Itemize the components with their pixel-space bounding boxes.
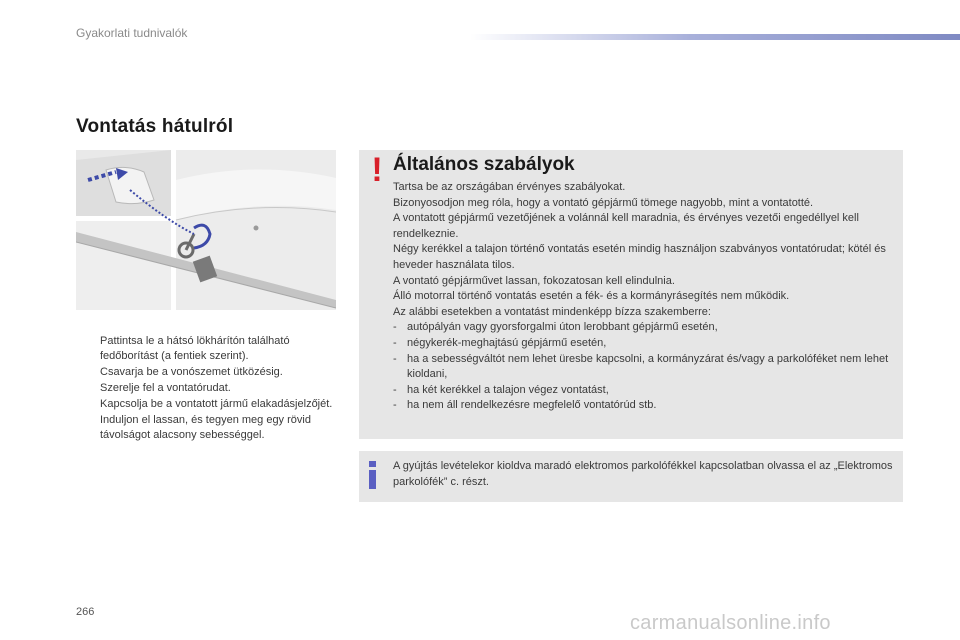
watermark-text: carmanualsonline.info: [630, 612, 831, 634]
step-item: Kapcsolja be a vontatott jármű elakadásjelzőjét.: [100, 398, 333, 410]
warning-paragraph: Az alábbi esetekben a vontatást mindenképp bízza szakemberre:: [393, 305, 711, 318]
towing-steps-list: [76, 334, 344, 444]
warning-body: [393, 180, 893, 414]
info-icon: [365, 459, 381, 491]
step-item: Csavarja be a vonószemet ütközésig.: [100, 366, 283, 378]
step-item: Pattintsa le a hátsó lökhárítón található fedőborítást (a fentiek szerint).: [100, 335, 290, 362]
warning-paragraph: Bizonyosodjon meg róla, hogy a vontató gépjármű tömege nagyobb, mint a vontatotté.: [393, 196, 814, 209]
step-item: Induljon el lassan, és tegyen meg egy rövid távolságot alacsony sebességgel.: [100, 414, 311, 441]
warning-dash-item: - ha nem áll rendelkezésre megfelelő vontatórúd stb.: [393, 399, 657, 412]
warning-exclamation-icon: !: [371, 151, 383, 189]
warning-paragraph: A vontató gépjárművet lassan, fokozatosan kell elindulnia.: [393, 274, 675, 287]
warning-paragraph: Álló motorral történő vontatás esetén a fék- és a kormányrásegítés nem működik.: [393, 290, 790, 303]
warning-dash-item: - ha két kerékkel a talajon végez vontatást,: [393, 383, 609, 396]
warning-title: Általános szabályok: [393, 154, 575, 175]
page-number: 266: [76, 606, 95, 618]
step-item: Szerelje fel a vontatórudat.: [100, 382, 231, 394]
warning-dash-item: - ha a sebességváltót nem lehet üresbe kapcsolni, a kormányzárat és/vagy a parkolóféket nem lehet kioldani,: [393, 352, 889, 381]
warning-paragraph: Négy kerékkel a talajon történő vontatás esetén mindig használjon szabványos vontatórudat; kötél és heveder használata tilos.: [393, 243, 886, 271]
section-title: Vontatás hátulról: [76, 116, 234, 137]
warning-dash-item: - négykerék-meghajtású gépjármű esetén,: [393, 336, 607, 349]
warning-paragraph: A vontatott gépjármű vezetőjének a volánnál kell maradnia, és érvényes vezetői engedéllyel kell rendelkeznie.: [393, 212, 859, 240]
general-rules-warning-box: [359, 150, 903, 439]
header-decoration-bar: [470, 34, 960, 40]
warning-dash-item: - autópályán vagy gyorsforgalmi úton lerobbant gépjármű esetén,: [393, 321, 718, 334]
page-header-title: Gyakorlati tudnivalók: [76, 26, 188, 40]
towing-eye-illustration: [76, 150, 336, 310]
info-text: A gyújtás levételekor kioldva maradó elektromos parkolófékkel kapcsolatban olvassa el az „Elektromos parkolófék” c. részt.: [393, 460, 893, 488]
warning-paragraph: Tartsa be az országában érvényes szabályokat.: [393, 181, 626, 193]
info-note-box: [359, 451, 903, 502]
